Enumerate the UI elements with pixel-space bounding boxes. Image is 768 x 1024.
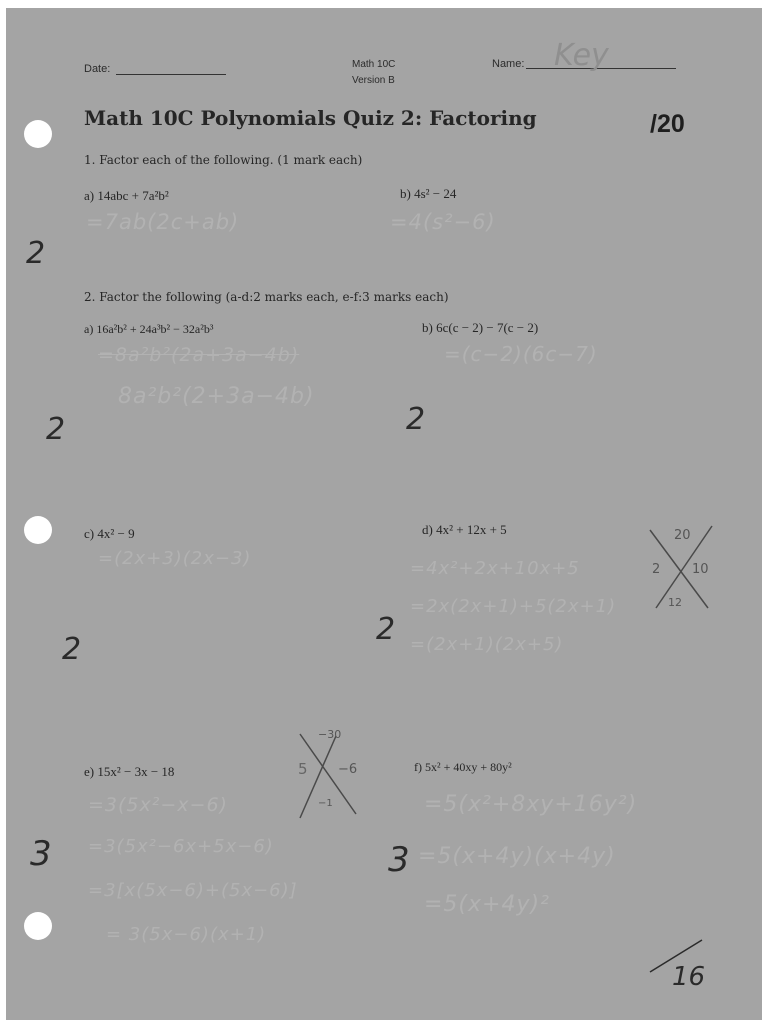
work-2e-line2: =3(5x²−6x+5x−6) xyxy=(88,836,274,857)
total-marks: /20 xyxy=(650,110,685,138)
x-box-2e-lines xyxy=(296,730,360,826)
question-2e xyxy=(84,764,174,780)
question-1b-expr: 4s² − 24 xyxy=(414,186,457,201)
mark-2b: 2 xyxy=(406,402,426,437)
quiz-page xyxy=(6,8,762,1020)
mark-2e: 3 xyxy=(30,834,52,874)
work-2f-line1: =5(x²+8xy+16y²) xyxy=(424,792,638,817)
name-value: Key xyxy=(554,38,609,73)
x-box-2e-bottom: −1 xyxy=(318,798,333,809)
question-1b-label: b) xyxy=(400,186,411,201)
date-line xyxy=(116,74,226,75)
question-2f xyxy=(414,760,512,775)
x-box-2d-top: 20 xyxy=(674,528,691,543)
x-box-2e-right: −6 xyxy=(338,762,358,777)
answer-1b: =4(s²−6) xyxy=(390,210,496,234)
x-box-2d-left: 2 xyxy=(652,562,661,577)
mark-section1: 2 xyxy=(26,236,46,271)
binder-hole-middle xyxy=(24,516,52,544)
work-2e-line3: =3[x(5x−6)+(5x−6)] xyxy=(88,880,298,901)
question-2d xyxy=(422,522,507,538)
work-2e-line4: = 3(5x−6)(x+1) xyxy=(106,924,267,945)
mark-2d: 2 xyxy=(376,612,396,647)
question-2f-expr: 5x² + 40xy + 80y² xyxy=(425,760,512,774)
x-box-2e-top: −30 xyxy=(318,728,342,741)
work-2f-line2: =5(x+4y)(x+4y) xyxy=(418,844,616,869)
question-2c-label: c) xyxy=(84,526,95,541)
question-2e-label: e) xyxy=(84,764,95,779)
section1-instruction: 1. Factor each of the following. (1 mark each) xyxy=(84,153,363,167)
question-2c xyxy=(84,526,135,542)
work-2d-line3: =(2x+1)(2x+5) xyxy=(410,634,564,655)
question-2b-expr: 6c(c − 2) − 7(c − 2) xyxy=(436,320,539,335)
work-2a-line1: =8a²b²(2a+3a−4b) xyxy=(98,344,300,366)
question-2d-label: d) xyxy=(422,522,433,537)
question-2a xyxy=(84,322,213,337)
question-2d-expr: 4x² + 12x + 5 xyxy=(436,522,507,537)
question-2b-label: b) xyxy=(422,320,433,335)
x-box-2d-bottom: 12 xyxy=(668,596,682,609)
x-box-2e-left: 5 xyxy=(298,760,308,778)
binder-hole-top xyxy=(24,120,52,148)
answer-1a: =7ab(2c+ab) xyxy=(86,210,240,234)
name-label: Name: xyxy=(492,58,525,70)
question-2b xyxy=(422,320,538,336)
date-label: Date: xyxy=(84,63,111,75)
work-2b-line1: =(c−2)(6c−7) xyxy=(444,342,598,366)
work-2d-line2: =2x(2x+1)+5(2x+1) xyxy=(410,596,617,617)
version-label: Version B xyxy=(352,75,395,86)
mark-2f: 3 xyxy=(388,840,410,880)
question-2a-expr: 16a²b² + 24a³b² − 32a²b³ xyxy=(96,322,214,336)
question-2f-label: f) xyxy=(414,760,422,774)
work-2a-line2: 8a²b²(2+3a−4b) xyxy=(118,384,315,409)
question-1a-expr: 14abc + 7a²b² xyxy=(97,188,169,203)
x-box-2d-right: 10 xyxy=(692,562,709,577)
binder-hole-bottom xyxy=(24,912,52,940)
final-score: 16 xyxy=(672,962,706,992)
work-2e-line1: =3(5x²−x−6) xyxy=(88,794,228,816)
work-2c-line1: =(2x+3)(2x−3) xyxy=(98,548,252,569)
mark-2a: 2 xyxy=(46,412,66,447)
course-label: Math 10C xyxy=(352,59,396,70)
question-1b xyxy=(400,186,456,202)
question-1a-label: a) xyxy=(84,188,95,203)
work-2d-line1: =4x²+2x+10x+5 xyxy=(410,558,580,579)
quiz-title: Math 10C Polynomials Quiz 2: Factoring xyxy=(84,106,537,130)
question-2a-label: a) xyxy=(84,322,94,336)
question-1a xyxy=(84,188,169,204)
work-2f-line3: =5(x+4y)² xyxy=(424,892,550,917)
section2-instruction: 2. Factor the following (a-d:2 marks each, e-f:3 marks each) xyxy=(84,290,449,304)
question-2e-expr: 15x² − 3x − 18 xyxy=(97,764,175,779)
question-2c-expr: 4x² − 9 xyxy=(97,526,135,541)
mark-2c: 2 xyxy=(62,632,82,667)
